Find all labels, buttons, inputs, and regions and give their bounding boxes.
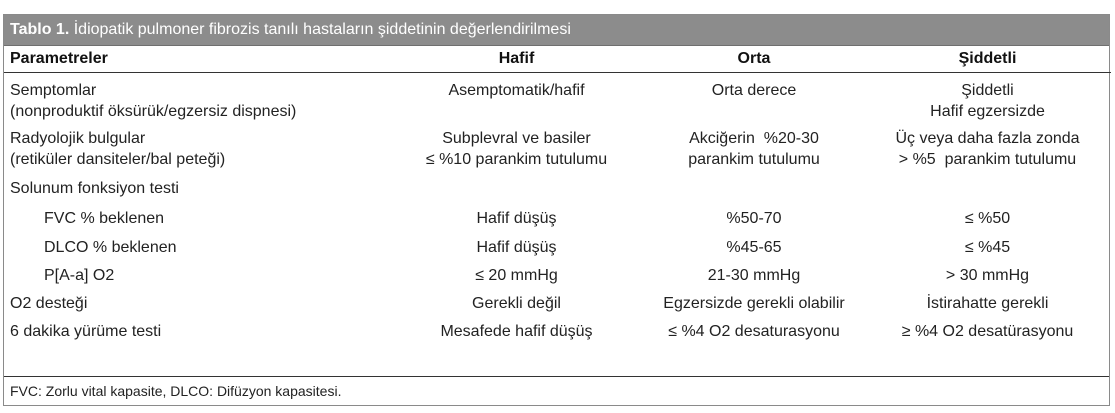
table-row <box>4 289 1111 317</box>
cell-siddetli: ≤ %50 <box>964 209 1011 227</box>
cell-hafif: ≤ 20 mmHg <box>475 266 558 284</box>
severity-table <box>4 46 1111 345</box>
cell-siddetli <box>864 125 1111 173</box>
cell-text: Orta derece <box>711 82 797 99</box>
cell-param: P[A-a] O2 <box>44 266 115 284</box>
cell-param <box>4 125 389 173</box>
table-number: Tablo 1. <box>10 21 70 38</box>
table-title: İdiopatik pulmoner fibrozis tanılı hastaların şiddetinin değerlendirilmesi <box>73 21 571 38</box>
cell-siddetli: İstirahatte gerekli <box>926 294 1049 312</box>
cell-siddetli <box>864 173 1111 203</box>
cell-text: Asemptomatik/hafif <box>448 82 585 99</box>
cell-hafif <box>389 73 644 126</box>
table-row <box>4 173 1111 203</box>
cell-text: > %5 parankim tutulumu <box>898 151 1077 168</box>
cell-param <box>4 73 389 126</box>
cell-hafif: Hafif düşüş <box>476 209 557 227</box>
cell-siddetli: ≤ %45 <box>964 238 1011 256</box>
cell-orta: %45-65 <box>726 238 782 256</box>
cell-siddetli: ≥ %4 O2 desatürasyonu <box>901 322 1074 340</box>
cell-param: O2 desteği <box>10 294 88 312</box>
cell-text: parankim tutulumu <box>688 151 820 168</box>
table-row <box>4 203 1111 233</box>
table-row <box>4 317 1111 345</box>
cell-text: ≤ %10 parankim tutulumu <box>425 151 608 168</box>
cell-param: FVC % beklenen <box>44 209 165 227</box>
cell-text: Hafif egzersizde <box>930 103 1045 120</box>
cell-text: Akciğerin %20-30 <box>689 130 819 147</box>
header-orta: Orta <box>644 46 864 73</box>
table-frame <box>3 14 1110 406</box>
cell-orta: Egzersizde gerekli olabilir <box>663 294 845 312</box>
cell-text: (retiküler dansiteler/bal peteği) <box>10 151 226 168</box>
cell-orta: %50-70 <box>726 209 782 227</box>
cell-text: (nonproduktif öksürük/egzersiz dispnesi) <box>10 103 297 120</box>
cell-hafif <box>389 173 644 203</box>
cell-param: Solunum fonksiyon testi <box>10 179 179 197</box>
cell-text: Semptomlar <box>10 82 97 99</box>
header-siddetli: Şiddetli <box>864 46 1111 73</box>
table-row <box>4 261 1111 289</box>
cell-param: DLCO % beklenen <box>44 238 177 256</box>
cell-siddetli: > 30 mmHg <box>945 266 1030 284</box>
cell-text: Üç veya daha fazla zonda <box>895 130 1080 147</box>
cell-text: Şiddetli <box>961 82 1014 99</box>
cell-orta: ≤ %4 O2 desaturasyonu <box>668 322 840 340</box>
cell-orta <box>644 173 864 203</box>
cell-text: Radyolojik bulgular <box>10 130 146 147</box>
table-row <box>4 233 1111 261</box>
table-row <box>4 125 1111 173</box>
cell-hafif: Hafif düşüş <box>476 238 557 256</box>
cell-orta <box>644 73 864 126</box>
table-footnote: FVC: Zorlu vital kapasite, DLCO: Difüzyon kapasitesi. <box>4 376 1109 405</box>
cell-orta: 21-30 mmHg <box>707 266 801 284</box>
cell-text: Subplevral ve basiler <box>442 130 591 147</box>
header-hafif: Hafif <box>389 46 644 73</box>
cell-siddetli <box>864 73 1111 126</box>
cell-hafif <box>389 125 644 173</box>
cell-orta <box>644 125 864 173</box>
cell-hafif: Gerekli değil <box>472 294 561 312</box>
header-row <box>4 46 1111 73</box>
cell-hafif: Mesafede hafif düşüş <box>440 322 593 340</box>
cell-param: 6 dakika yürüme testi <box>10 322 162 340</box>
header-parametreler: Parametreler <box>4 46 389 73</box>
table-row <box>4 73 1111 126</box>
table-title-bar <box>4 15 1109 46</box>
cell-text <box>650 101 858 122</box>
cell-text <box>395 101 638 122</box>
